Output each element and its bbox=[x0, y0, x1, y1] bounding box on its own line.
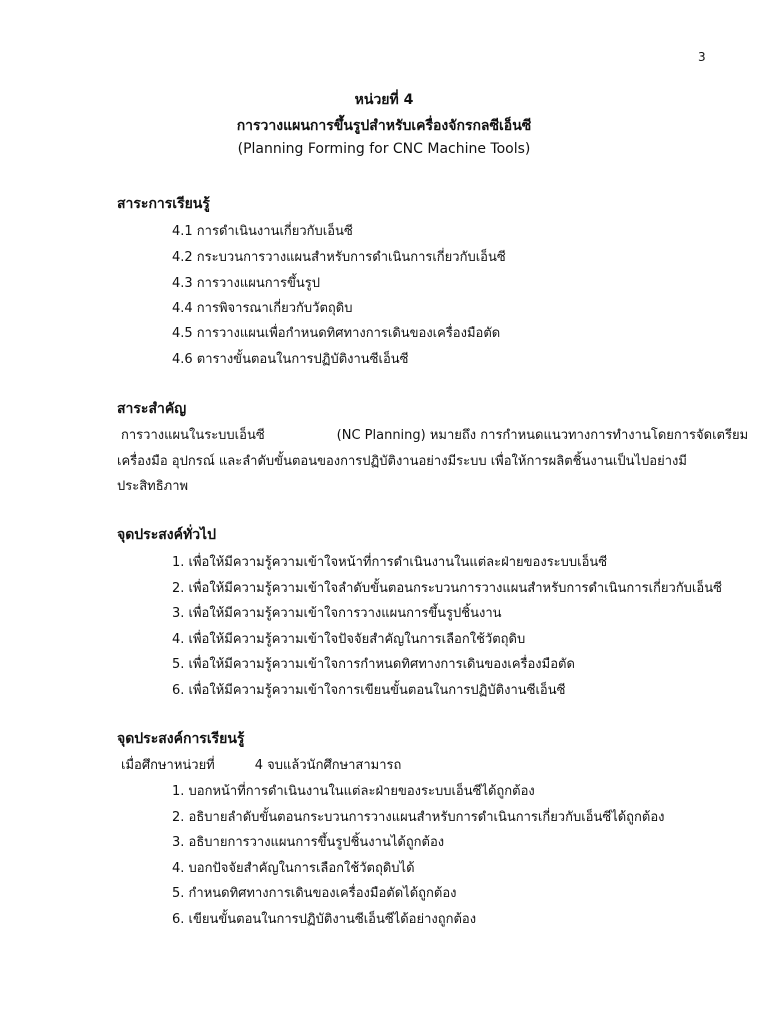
content-item: 4.2 กระบวนการวางแผนสำหรับการดำเนินการเกี่ยวกับเอ็นซี bbox=[172, 250, 506, 265]
general-objective-item: 3. เพื่อให้มีความรู้ความเข้าใจการวางแผนการขึ้นรูปชิ้นงาน bbox=[172, 606, 502, 621]
key-concept-line: ประสิทธิภาพ bbox=[117, 479, 189, 494]
key-concept-definition: (NC Planning) หมายถึง การกำหนดแนวทางการทำงานโดยการจัดเตรียม bbox=[336, 428, 749, 443]
page-number: 3 bbox=[698, 50, 706, 64]
general-objectives-heading: จุดประสงค์ทั่วไป bbox=[117, 527, 216, 543]
unit-subtitle-english: (Planning Forming for CNC Machine Tools) bbox=[237, 141, 531, 157]
content-heading: สาระการเรียนรู้ bbox=[117, 196, 210, 212]
content-item: 4.3 การวางแผนการขึ้นรูป bbox=[172, 276, 320, 291]
key-concept-term: การวางแผนในระบบเอ็นซี bbox=[121, 428, 265, 443]
learning-objective-item: 3. อธิบายการวางแผนการขึ้นรูปชิ้นงานได้ถูกต้อง bbox=[172, 835, 445, 850]
content-item: 4.1 การดำเนินงานเกี่ยวกับเอ็นซี bbox=[172, 224, 353, 239]
unit-title: หน่วยที่ 4 bbox=[354, 92, 414, 108]
unit-subtitle-thai: การวางแผนการขึ้นรูปสำหรับเครื่องจักรกลซีเอ็นซี bbox=[236, 118, 532, 134]
general-objective-item: 2. เพื่อให้มีความรู้ความเข้าใจลำดับขั้นตอนกระบวนการวางแผนสำหรับการดำเนินการเกี่ยวกับเอ็นซี bbox=[172, 581, 722, 596]
general-objective-item: 1. เพื่อให้มีความรู้ความเข้าใจหน้าที่การดำเนินงานในแต่ละฝ่ายของระบบเอ็นซี bbox=[172, 555, 608, 570]
learning-objective-item: 1. บอกหน้าที่การดำเนินงานในแต่ละฝ่ายของระบบเอ็นซีได้ถูกต้อง bbox=[172, 784, 535, 799]
learning-objective-item: 4. บอกปัจจัยสำคัญในการเลือกใช้วัตถุดิบได้ bbox=[172, 861, 415, 876]
general-objective-item: 6. เพื่อให้มีความรู้ความเข้าใจการเขียนขั้นตอนในการปฏิบัติงานซีเอ็นซี bbox=[172, 683, 566, 698]
general-objective-item: 5. เพื่อให้มีความรู้ความเข้าใจการกำหนดทิศทางการเดินของเครื่องมือตัด bbox=[172, 657, 575, 672]
content-item: 4.4 การพิจารณาเกี่ยวกับวัตถุดิบ bbox=[172, 301, 353, 316]
learning-objective-item: 5. กำหนดทิศทางการเดินของเครื่องมือตัดได้ถูกต้อง bbox=[172, 886, 457, 901]
learning-objectives-intro bbox=[121, 754, 401, 775]
learning-objective-item: 6. เขียนขั้นตอนในการปฏิบัติงานซีเอ็นซีได้อย่างถูกต้อง bbox=[172, 912, 477, 927]
learning-objectives-intro-part: เมื่อศึกษาหน่วยที่ bbox=[121, 758, 215, 773]
general-objective-item: 4. เพื่อให้มีความรู้ความเข้าใจปัจจัยสำคัญในการเลือกใช้วัตถุดิบ bbox=[172, 632, 526, 647]
content-item: 4.5 การวางแผนเพื่อกำหนดทิศทางการเดินของเครื่องมือตัด bbox=[172, 326, 501, 341]
learning-objectives-heading: จุดประสงค์การเรียนรู้ bbox=[117, 731, 245, 747]
learning-objective-item: 2. อธิบายลำดับขั้นตอนกระบวนการวางแผนสำหรับการดำเนินการเกี่ยวกับเอ็นซีได้ถูกต้อง bbox=[172, 810, 665, 825]
key-concept-heading: สาระสำคัญ bbox=[117, 401, 187, 417]
key-concept-line: เครื่องมือ อุปกรณ์ และลำดับขั้นตอนของการปฏิบัติงานอย่างมีระบบ เพื่อให้การผลิตชิ้นงานเป็นไปอย่างมี bbox=[117, 454, 687, 469]
learning-objectives-intro-part: 4 จบแล้วนักศึกษาสามารถ bbox=[254, 758, 402, 773]
key-concept-line bbox=[121, 424, 748, 445]
content-item: 4.6 ตารางขั้นตอนในการปฏิบัติงานซีเอ็นซี bbox=[172, 352, 409, 367]
